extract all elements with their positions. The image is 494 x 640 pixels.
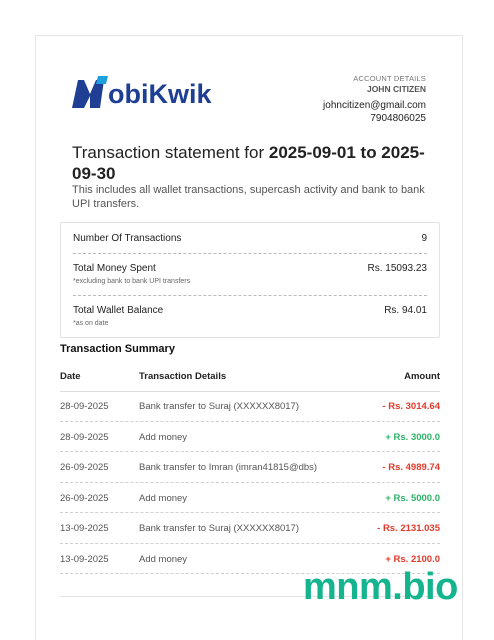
statement-title	[72, 142, 437, 184]
transaction-amount: - Rs. 2131.035	[377, 523, 440, 534]
transaction-date: 26-09-2025	[60, 462, 109, 473]
account-phone: 7904806025	[370, 113, 426, 124]
account-email: johncitizen@gmail.com	[323, 100, 426, 111]
account-details-label: ACCOUNT DETAILS	[353, 74, 426, 83]
column-header-details: Transaction Details	[139, 371, 227, 382]
summary-divider	[73, 295, 427, 296]
summary-balance-row	[73, 305, 427, 327]
money-spent-value: Rs. 15093.23	[367, 263, 427, 274]
statement-page	[35, 35, 463, 640]
transaction-date: 26-09-2025	[60, 492, 109, 504]
transaction-amount: + Rs. 5000.0	[385, 492, 440, 504]
wallet-balance-note: *as on date	[73, 320, 109, 327]
transaction-details: Add money	[139, 492, 188, 504]
money-spent-label: Total Money Spent	[73, 263, 156, 274]
account-details	[323, 74, 426, 124]
statement-title-prefix: Transaction statement for	[72, 143, 269, 162]
transaction-details: Add money	[139, 431, 188, 443]
table-row	[60, 483, 440, 514]
table-header	[60, 371, 440, 391]
money-spent-note: *excluding bank to bank UPI transfers	[73, 278, 191, 285]
summary-spent-row	[73, 263, 427, 285]
transaction-date: 13-09-2025	[60, 553, 109, 565]
wallet-balance-label: Total Wallet Balance	[73, 305, 164, 316]
transaction-details: Bank transfer to Suraj (XXXXXX8017)	[139, 523, 299, 534]
table-row	[60, 452, 440, 483]
column-header-date: Date	[60, 371, 81, 382]
transaction-rows	[60, 391, 440, 574]
wallet-balance-value: Rs. 94.01	[384, 305, 427, 316]
watermark: mnm.bio	[303, 566, 458, 608]
mobikwik-logo	[70, 76, 212, 110]
table-row	[60, 391, 440, 422]
account-name: JOHN CITIZEN	[366, 84, 426, 94]
transaction-amount: - Rs. 3014.64	[382, 401, 440, 412]
transaction-amount: + Rs. 2100.0	[385, 553, 440, 565]
brand-name: obiKwik	[108, 78, 212, 109]
transaction-details: Add money	[139, 553, 188, 565]
summary-transactions-row	[73, 233, 427, 244]
statement-subtitle: This includes all wallet transactions, supercash activity and bank to bank UPI transfers.	[72, 184, 425, 210]
transaction-date: 28-09-2025	[60, 401, 109, 412]
summary-box	[60, 222, 440, 338]
statement-date-range: 2025-09-01 to 2025-09-30	[72, 143, 425, 183]
mobikwik-logo-icon	[70, 76, 110, 110]
transaction-summary-heading: Transaction Summary	[60, 343, 175, 355]
transactions-count-value: 9	[421, 233, 427, 244]
transaction-date: 13-09-2025	[60, 523, 109, 534]
transaction-amount: - Rs. 4989.74	[382, 462, 440, 473]
transaction-amount: + Rs. 3000.0	[385, 431, 440, 443]
transactions-count-label: Number Of Transactions	[73, 233, 182, 244]
summary-divider	[73, 253, 427, 254]
transaction-date: 28-09-2025	[60, 431, 109, 443]
table-row	[60, 422, 440, 453]
transaction-details: Bank transfer to Imran (imran41815@dbs)	[139, 462, 318, 473]
column-header-amount: Amount	[404, 371, 440, 382]
transaction-details: Bank transfer to Suraj (XXXXXX8017)	[139, 401, 299, 412]
table-row	[60, 513, 440, 544]
